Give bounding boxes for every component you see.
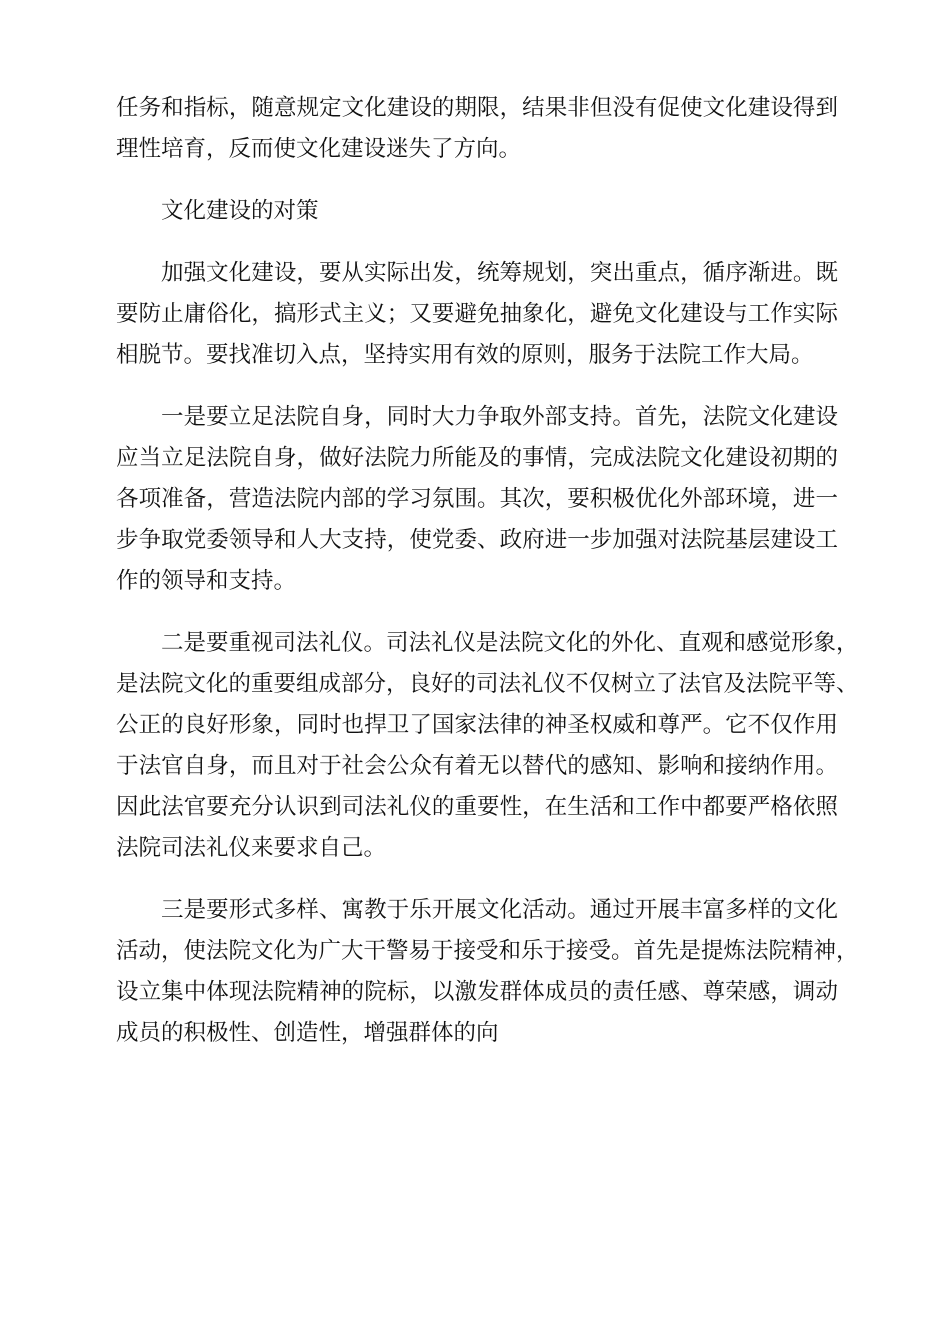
paragraph-6 [116, 890, 859, 1054]
text-line: 公正的良好形象，同时也捍卫了国家法律的神圣权威和尊严。它不仅作用 [116, 712, 838, 738]
section-heading [116, 191, 838, 232]
text-line: 三是要形式多样、寓教于乐开展文化活动。通过开展丰富多样的文化 [161, 897, 838, 923]
text-line: 设立集中体现法院精神的院标，以激发群体成员的责任感、尊荣感，调动 [116, 979, 838, 1005]
text-line: 是法院文化的重要组成部分，良好的司法礼仪不仅树立了法官及法院平等、 [116, 671, 859, 697]
text-line: 任务和指标，随意规定文化建设的期限，结果非但没有促使文化建设得到 [116, 95, 838, 121]
text-line: 各项准备，营造法院内部的学习氛围。其次，要积极优化外部环境，进一 [116, 486, 838, 512]
paragraph-5 [116, 623, 859, 869]
text-line: 二是要重视司法礼仪。司法礼仪是法院文化的外化、直观和感觉形象， [161, 630, 859, 656]
text-line: 活动，使法院文化为广大干警易于接受和乐于接受。首先是提炼法院精神， [116, 938, 859, 964]
text-line: 因此法官要充分认识到司法礼仪的重要性，在生活和工作中都要严格依照 [116, 794, 838, 820]
text-line: 理性培育，反而使文化建设迷失了方向。 [116, 136, 522, 162]
paragraph-1 [116, 88, 838, 170]
text-line: 作的领导和支持。 [116, 568, 297, 594]
section-heading-text: 文化建设的对策 [161, 198, 319, 224]
paragraph-3 [116, 253, 838, 376]
document-body [116, 88, 859, 1075]
text-line: 成员的积极性、创造性，增强群体的向 [116, 1020, 499, 1046]
paragraph-4 [116, 397, 838, 602]
text-line: 于法官自身，而且对于社会公众有着无以替代的感知、影响和接纳作用。 [116, 753, 838, 779]
text-line: 一是要立足法院自身，同时大力争取外部支持。首先，法院文化建设 [161, 404, 838, 430]
text-line: 加强文化建设，要从实际出发，统筹规划，突出重点，循序渐进。既 [161, 260, 838, 286]
text-line: 相脱节。要找准切入点，坚持实用有效的原则，服务于法院工作大局。 [116, 342, 814, 368]
text-line: 法院司法礼仪来要求自己。 [116, 835, 387, 861]
text-line: 要防止庸俗化，搞形式主义；又要避免抽象化，避免文化建设与工作实际 [116, 301, 838, 327]
text-line: 步争取党委领导和人大支持，使党委、政府进一步加强对法院基层建设工 [116, 527, 838, 553]
text-line: 应当立足法院自身，做好法院力所能及的事情，完成法院文化建设初期的 [116, 445, 838, 471]
